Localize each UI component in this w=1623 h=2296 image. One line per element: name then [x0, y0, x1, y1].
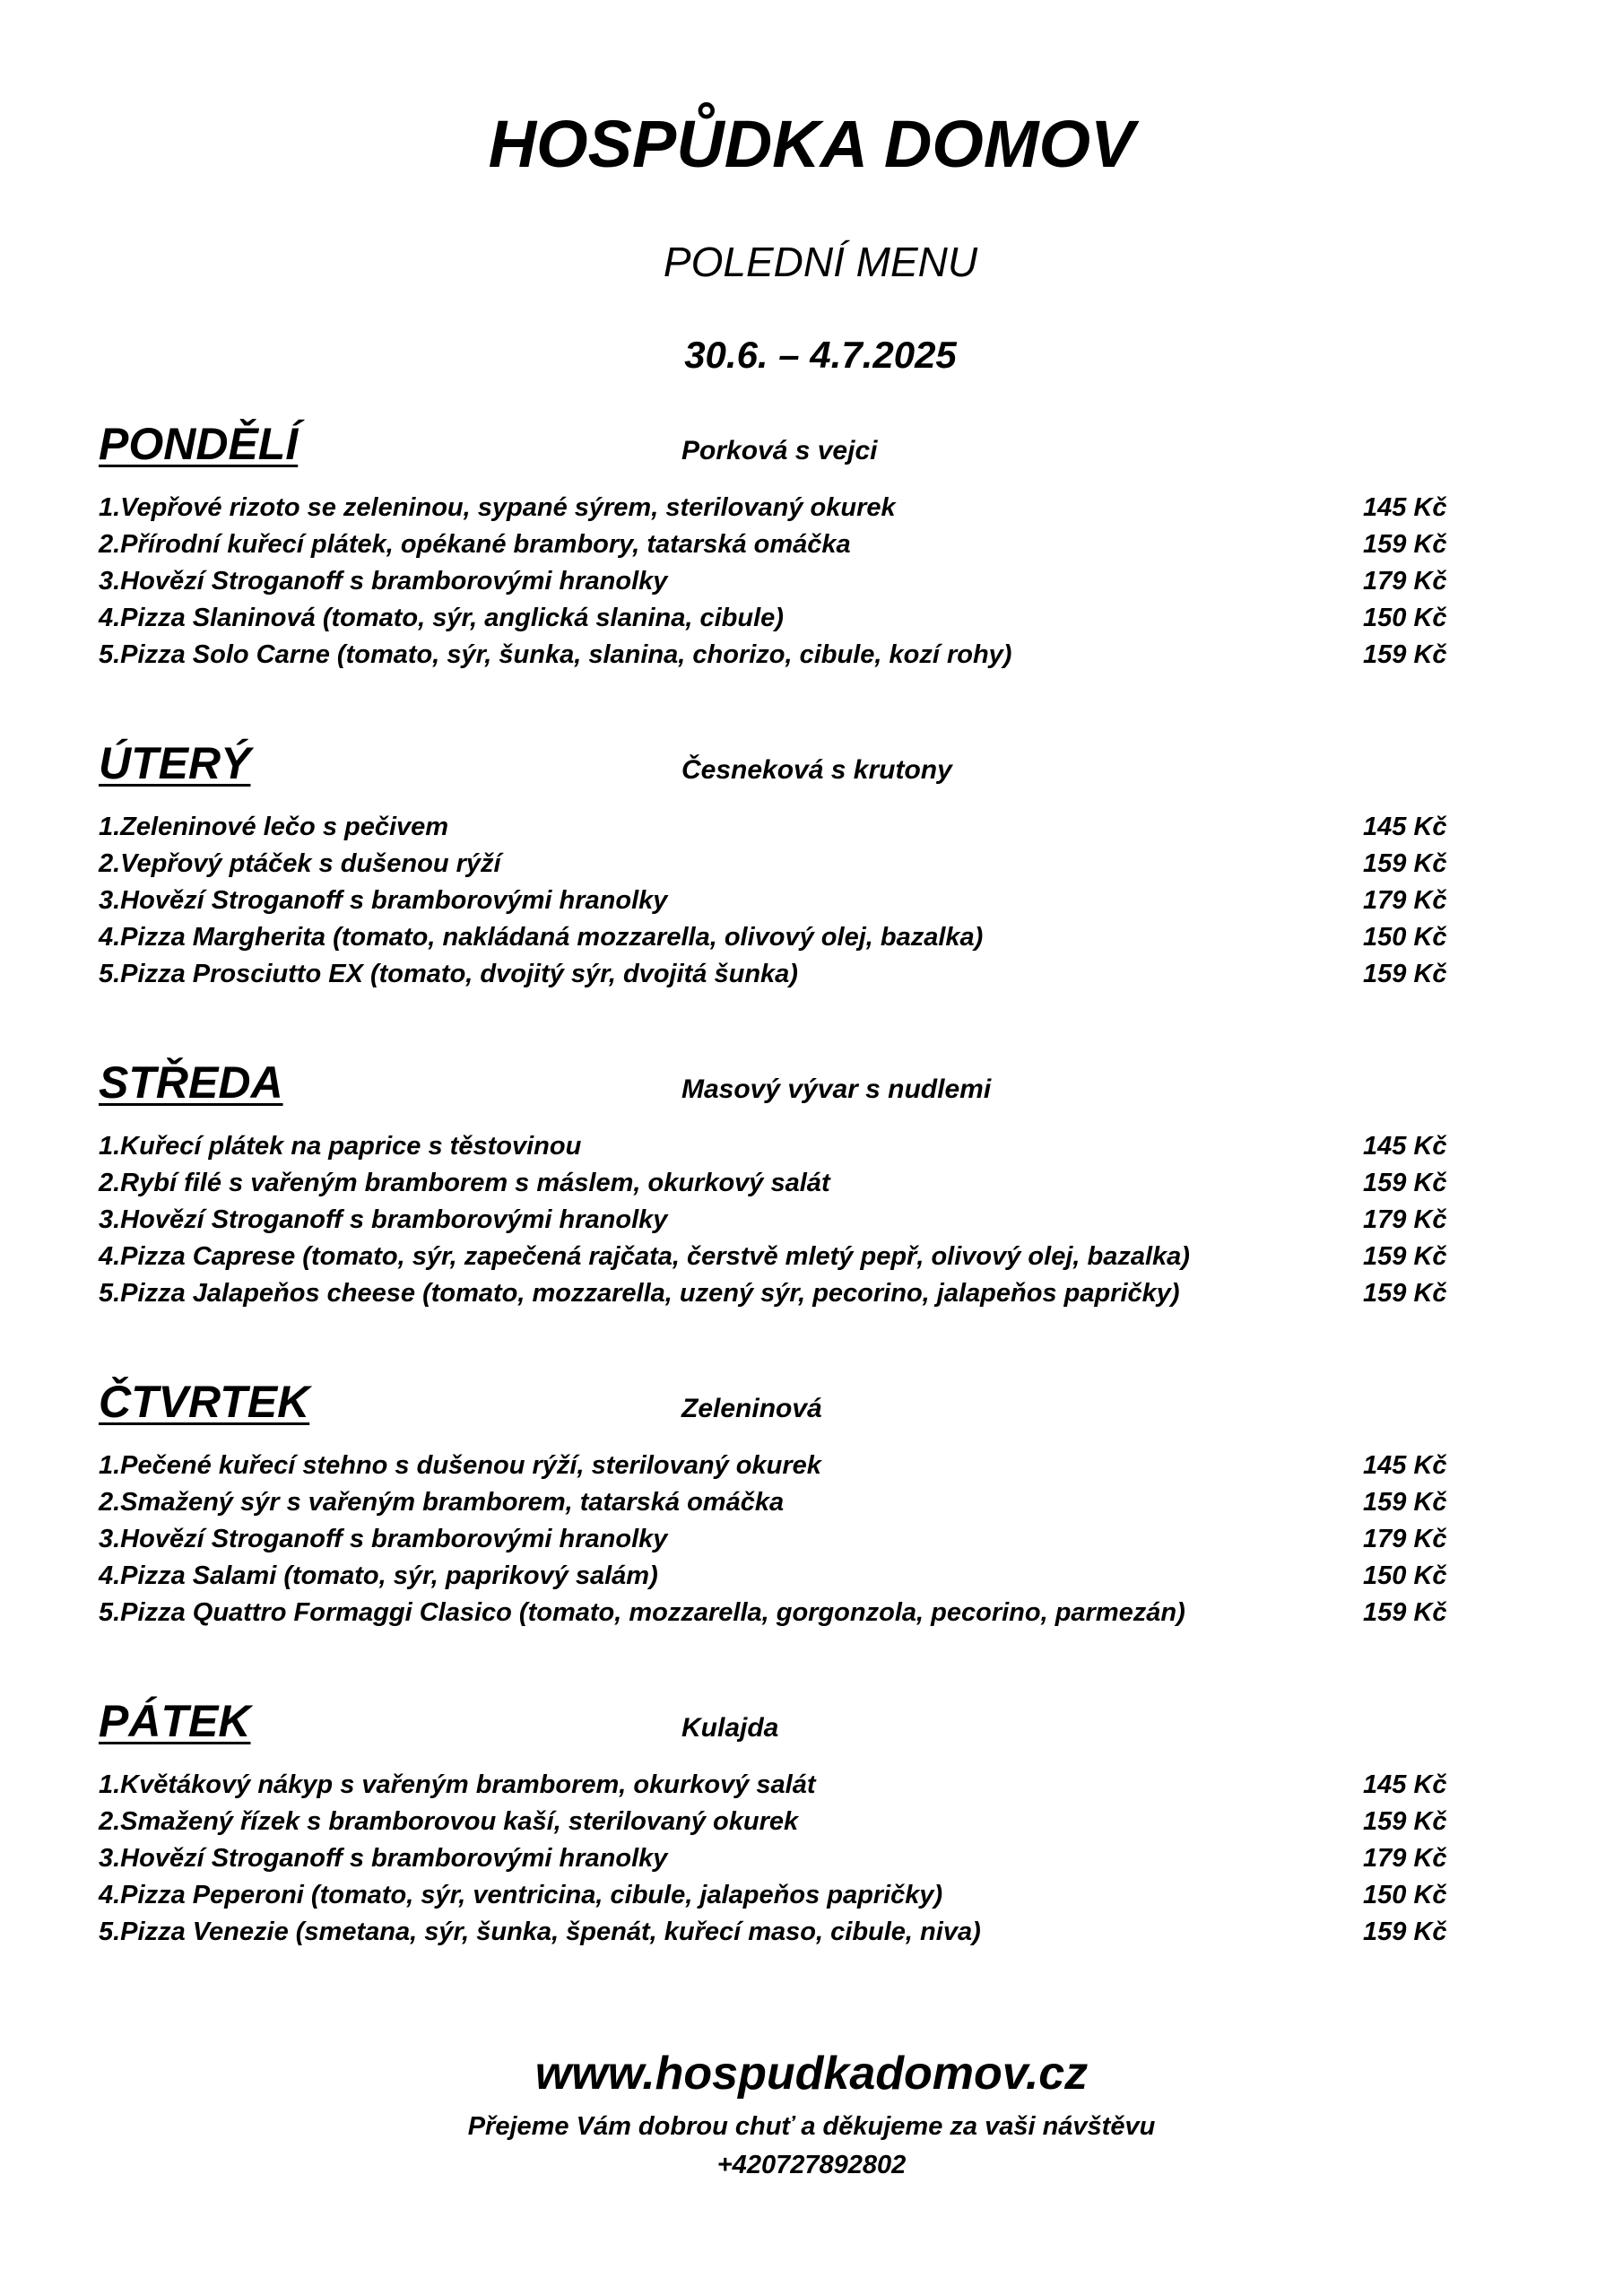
- item-name: 4.Pizza Caprese (tomato, sýr, zapečená rajčata, čerstvě mletý pepř, olivový olej, bazalka): [99, 1242, 1190, 1271]
- item-name: 1.Květákový nákyp s vařeným bramborem, okurkový salát: [99, 1770, 816, 1799]
- item-name: 3.Hovězí Stroganoff s bramborovými hranolky: [99, 1205, 668, 1234]
- item-price: 150 Kč: [1363, 923, 1447, 952]
- item-price: 159 Kč: [1363, 1807, 1447, 1836]
- day-header: [99, 1376, 1444, 1448]
- item-name: 5.Pizza Jalapeňos cheese (tomato, mozzarella, uzený sýr, pecorino, jalapeňos papričky): [99, 1279, 1180, 1308]
- item-price: 179 Kč: [1363, 886, 1447, 915]
- day-section-thursday: [99, 1376, 1447, 1631]
- item-price: 150 Kč: [1363, 1881, 1447, 1909]
- item-price: 159 Kč: [1363, 849, 1447, 878]
- day-name: PÁTEK: [99, 1696, 251, 1746]
- day-soup: Zeleninová: [681, 1394, 822, 1423]
- menu-item: [99, 1558, 1447, 1595]
- menu-items: [99, 809, 1447, 993]
- item-name: 2.Vepřový ptáček s dušenou rýží: [99, 849, 501, 878]
- item-name: 2.Smažený sýr s vařeným bramborem, tatarská omáčka: [99, 1488, 785, 1517]
- menu-item: [99, 1595, 1447, 1631]
- menu-item: [99, 490, 1447, 526]
- item-name: 4.Pizza Slaninová (tomato, sýr, anglická slanina, cibule): [99, 604, 784, 632]
- menu-items: [99, 1128, 1447, 1312]
- item-price: 159 Kč: [1363, 1279, 1447, 1308]
- item-name: 1.Vepřové rizoto se zeleninou, sypané sýrem, sterilovaný okurek: [99, 493, 896, 522]
- day-header: [99, 1695, 1444, 1767]
- menu-item: [99, 1840, 1447, 1877]
- day-header: [99, 418, 1444, 490]
- day-section-friday: [99, 1695, 1447, 1951]
- item-name: 3.Hovězí Stroganoff s bramborovými hranolky: [99, 1844, 668, 1873]
- menu-item: [99, 1239, 1447, 1275]
- item-price: 159 Kč: [1363, 960, 1447, 988]
- menu-item: [99, 1448, 1447, 1484]
- item-name: 2.Rybí filé s vařeným bramborem s máslem, okurkový salát: [99, 1169, 830, 1197]
- item-price: 159 Kč: [1363, 1242, 1447, 1271]
- menu-date-range: 30.6. – 4.7.2025: [684, 334, 957, 376]
- phone-number: +420727892802: [716, 2151, 907, 2179]
- item-price: 159 Kč: [1363, 1488, 1447, 1517]
- item-name: 4.Pizza Peperoni (tomato, sýr, ventricina, cibule, jalapeňos papričky): [99, 1881, 943, 1909]
- day-name: STŘEDA: [99, 1057, 283, 1108]
- menu-item: [99, 846, 1447, 883]
- item-price: 145 Kč: [1363, 493, 1447, 522]
- menu-item: [99, 1165, 1447, 1202]
- item-price: 179 Kč: [1363, 1844, 1447, 1873]
- menu-item: [99, 1521, 1447, 1558]
- menu-items: [99, 490, 1447, 674]
- menu-items: [99, 1448, 1447, 1631]
- item-name: 4.Pizza Salami (tomato, sýr, paprikový salám): [99, 1561, 658, 1590]
- item-price: 179 Kč: [1363, 567, 1447, 596]
- item-price: 145 Kč: [1363, 813, 1447, 841]
- item-name: 5.Pizza Quattro Formaggi Clasico (tomato, mozzarella, gorgonzola, pecorino, parmezán): [99, 1598, 1185, 1627]
- thank-you-message: Přejeme Vám dobrou chuť a děkujeme za vaši návštěvu: [467, 2112, 1156, 2141]
- day-header: [99, 737, 1444, 809]
- menu-item: [99, 563, 1447, 600]
- menu-item: [99, 1202, 1447, 1239]
- item-name: 3.Hovězí Stroganoff s bramborovými hranolky: [99, 1525, 668, 1553]
- item-price: 159 Kč: [1363, 1598, 1447, 1627]
- item-name: 4.Pizza Margherita (tomato, nakládaná mozzarella, olivový olej, bazalka): [99, 923, 984, 952]
- day-section-wednesday: [99, 1057, 1447, 1312]
- item-price: 145 Kč: [1363, 1770, 1447, 1799]
- day-soup: Česneková s krutony: [681, 755, 952, 785]
- day-name: ÚTERÝ: [99, 738, 251, 788]
- item-price: 159 Kč: [1363, 640, 1447, 669]
- item-price: 179 Kč: [1363, 1205, 1447, 1234]
- item-price: 179 Kč: [1363, 1525, 1447, 1553]
- restaurant-title: HOSPŮDKA DOMOV: [488, 107, 1135, 181]
- item-name: 2.Smažený řízek s bramborovou kaší, sterilovaný okurek: [99, 1807, 799, 1836]
- menu-item: [99, 919, 1447, 956]
- menu-item: [99, 1914, 1447, 1951]
- item-name: 3.Hovězí Stroganoff s bramborovými hranolky: [99, 567, 668, 596]
- item-name: 1.Kuřecí plátek na paprice s těstovinou: [99, 1132, 582, 1161]
- menu-items: [99, 1767, 1447, 1951]
- item-name: 1.Pečené kuřecí stehno s dušenou rýží, sterilovaný okurek: [99, 1451, 821, 1480]
- menu-item: [99, 1804, 1447, 1840]
- item-price: 159 Kč: [1363, 1169, 1447, 1197]
- day-section-tuesday: [99, 737, 1447, 993]
- item-price: 145 Kč: [1363, 1132, 1447, 1161]
- item-price: 150 Kč: [1363, 1561, 1447, 1590]
- day-name: ČTVRTEK: [99, 1377, 310, 1427]
- day-name: PONDĚLÍ: [99, 419, 299, 469]
- menu-item: [99, 1128, 1447, 1165]
- menu-item: [99, 883, 1447, 919]
- day-soup: Masový vývar s nudlemi: [681, 1074, 992, 1104]
- item-price: 150 Kč: [1363, 604, 1447, 632]
- item-price: 145 Kč: [1363, 1451, 1447, 1480]
- menu-item: [99, 1767, 1447, 1804]
- menu-item: [99, 1877, 1447, 1914]
- item-name: 3.Hovězí Stroganoff s bramborovými hranolky: [99, 886, 668, 915]
- item-name: 2.Přírodní kuřecí plátek, opékané brambory, tatarská omáčka: [99, 530, 851, 559]
- day-soup: Kulajda: [681, 1713, 779, 1743]
- item-name: 5.Pizza Venezie (smetana, sýr, šunka, špenát, kuřecí maso, cibule, niva): [99, 1918, 981, 1946]
- menu-subtitle: POLEDNÍ MENU: [663, 239, 978, 285]
- menu-item: [99, 637, 1447, 674]
- website-link[interactable]: www.hospudkadomov.cz: [534, 2048, 1089, 2100]
- item-price: 159 Kč: [1363, 530, 1447, 559]
- menu-item: [99, 809, 1447, 846]
- day-soup: Porková s vejci: [681, 436, 878, 465]
- menu-item: [99, 526, 1447, 563]
- day-header: [99, 1057, 1444, 1128]
- menu-item: [99, 600, 1447, 637]
- item-name: 5.Pizza Solo Carne (tomato, sýr, šunka, slanina, chorizo, cibule, kozí rohy): [99, 640, 1012, 669]
- day-section-monday: [99, 418, 1447, 674]
- item-price: 159 Kč: [1363, 1918, 1447, 1946]
- menu-item: [99, 1275, 1447, 1312]
- item-name: 5.Pizza Prosciutto EX (tomato, dvojitý sýr, dvojitá šunka): [99, 960, 798, 988]
- menu-item: [99, 956, 1447, 993]
- item-name: 1.Zeleninové lečo s pečivem: [99, 813, 449, 841]
- menu-item: [99, 1484, 1447, 1521]
